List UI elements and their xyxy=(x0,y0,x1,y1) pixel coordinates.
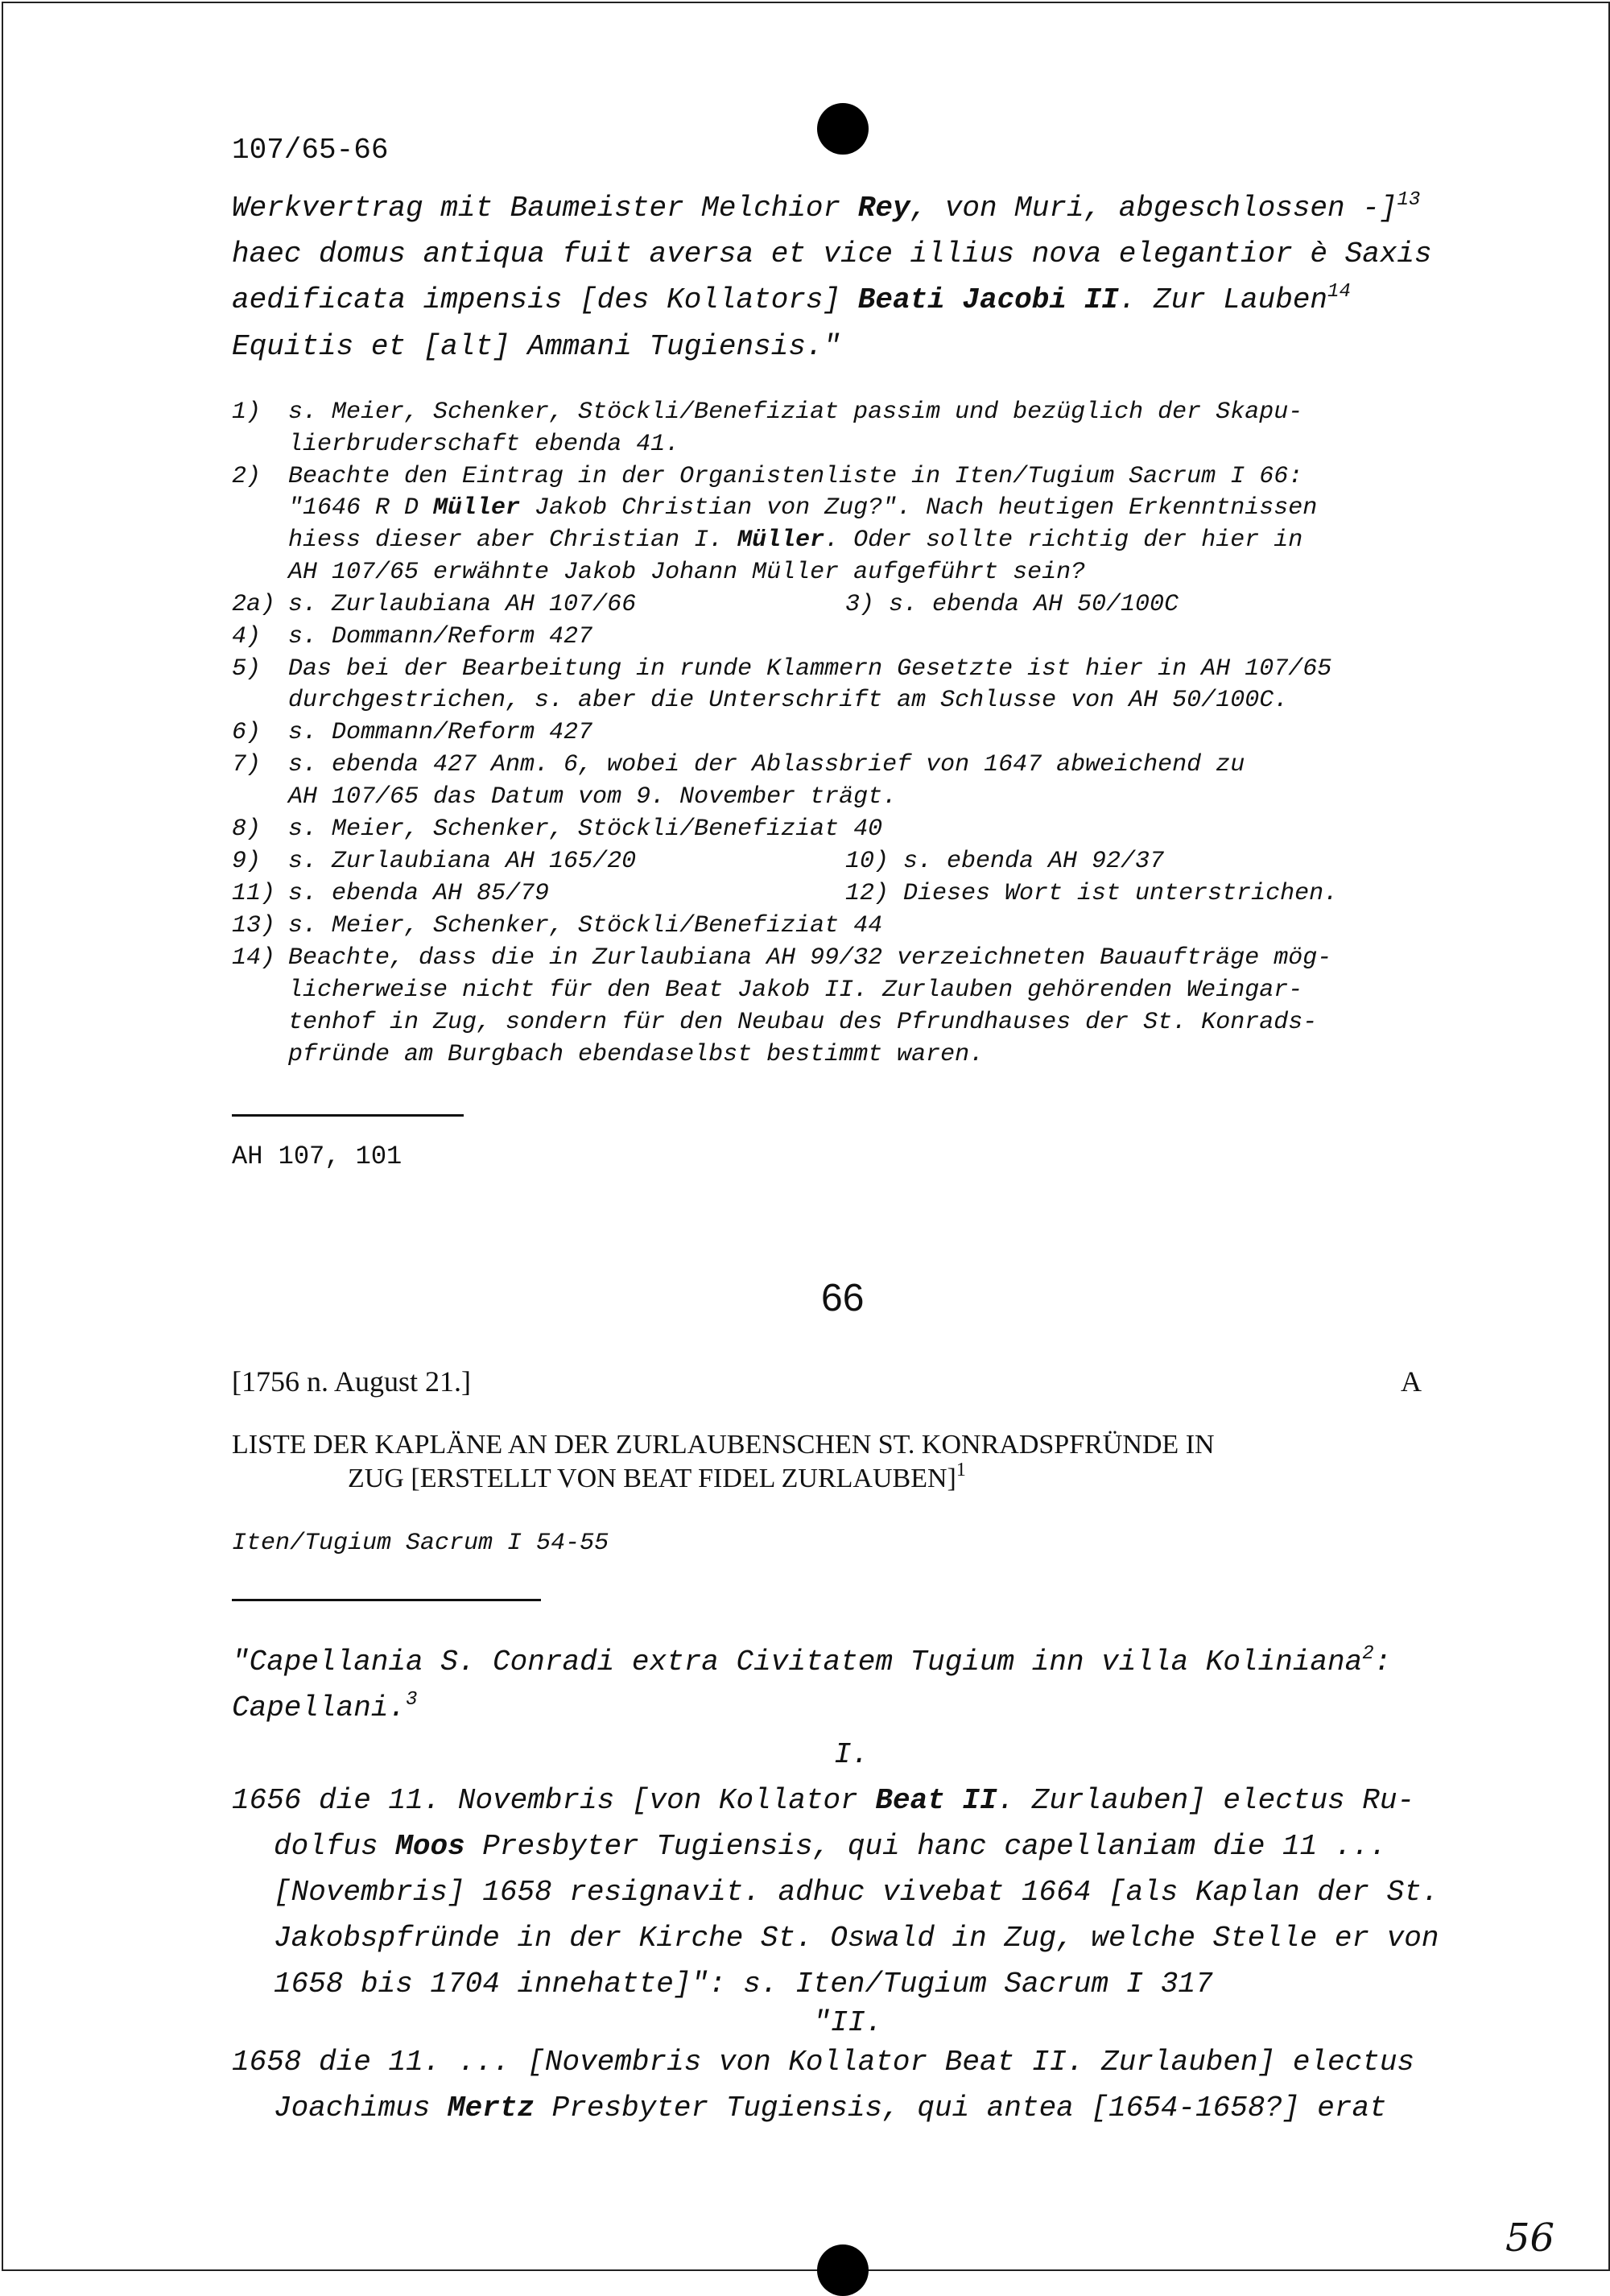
document-date: [1756 n. August 21.] xyxy=(232,1365,471,1398)
footnote-marker-13: 13 xyxy=(1397,189,1421,211)
intro-line-1 xyxy=(232,189,1421,225)
source-reference: AH 107, 101 xyxy=(232,1142,402,1171)
footnote-number: 1) xyxy=(232,398,262,426)
footnote-text: s. Meier, Schenker, Stöckli/Benefiziat passim und bezüglich der Skapu- xyxy=(288,398,1303,426)
footnote-text: Das bei der Bearbeitung in runde Klammern Gesetzte ist hier in AH 107/65 xyxy=(288,655,1332,683)
bold-name-beati-jacobi: Beati Jacobi II xyxy=(857,283,1119,316)
footnote-number: 4) xyxy=(232,623,262,650)
footnote-text: pfründe am Burgbach ebendaselbst bestimmt waren. xyxy=(288,1041,985,1068)
body-line: [Novembris] 1658 resignavit. adhuc vivebat 1664 [als Kaplan der St. xyxy=(274,1876,1439,1909)
footnote-text: s. Dommann/Reform 427 xyxy=(288,623,593,650)
footnote-text: AH 107/65 erwähnte Jakob Johann Müller aufgeführt sein? xyxy=(288,559,1086,586)
punch-hole-bottom xyxy=(817,2244,869,2296)
body-line xyxy=(274,2092,1387,2125)
punch-hole-top xyxy=(817,103,869,155)
footnote-text xyxy=(288,527,1302,554)
text-span: 1656 die 11. Novembris [von Kollator xyxy=(232,1784,876,1817)
footnote-number: 6) xyxy=(232,719,262,746)
text-span: . Oder sollte richtig der hier in xyxy=(824,527,1303,554)
footnote-number: 2) xyxy=(232,463,262,490)
body-line: Jakobspfründe in der Kirche St. Oswald in Zug, welche Stelle er von xyxy=(274,1922,1439,1955)
bold-name-mertz: Mertz xyxy=(448,2092,535,2125)
separator-rule xyxy=(232,1599,541,1601)
footnote-text: licherweise nicht für den Beat Jakob II. Zurlauben gehörenden Weingar- xyxy=(288,977,1303,1004)
separator-rule xyxy=(232,1114,464,1117)
text-span: Werkvertrag mit Baumeister Melchior xyxy=(232,192,858,225)
footnote-text: s. Zurlaubiana AH 165/20 xyxy=(288,848,637,875)
footnote-12: 12) Dieses Wort ist unterstrichen. xyxy=(845,880,1339,907)
handwritten-page-number: 56 xyxy=(1505,2215,1555,2261)
text-span: . Zurlauben] electus Ru- xyxy=(997,1784,1415,1817)
text-span: "1646 R D xyxy=(288,494,434,522)
text-span: Presbyter Tugiensis, qui antea [1654-1658?] erat xyxy=(535,2092,1387,2125)
footnote-number: 8) xyxy=(232,816,262,843)
footnote-text: Beachte, dass die in Zurlaubiana AH 99/32 verzeichneten Bauaufträge mög- xyxy=(288,944,1332,972)
text-span: . Zur Lauben xyxy=(1118,283,1328,316)
footnote-text: tenhof in Zug, sondern für den Neubau des Pfrundhauses der St. Konrads- xyxy=(288,1009,1318,1036)
footnote-text: s. ebenda 427 Anm. 6, wobei der Ablassbrief von 1647 abweichend zu xyxy=(288,751,1245,778)
footnote-text: s. Meier, Schenker, Stöckli/Benefiziat 40 xyxy=(288,816,883,843)
footnote-text: s. Meier, Schenker, Stöckli/Benefiziat 44 xyxy=(288,912,883,939)
bold-name-mueller: Müller xyxy=(433,494,521,522)
text-span: Presbyter Tugiensis, qui hanc capellaniam die 11 ... xyxy=(464,1830,1387,1863)
body-line: 1658 die 11. ... [Novembris von Kollator Beat II. Zurlauben] electus xyxy=(232,2046,1415,2079)
footnote-text: lierbruderschaft ebenda 41. xyxy=(288,431,680,458)
footnote-number: 14) xyxy=(232,944,276,972)
footnote-number: 2a) xyxy=(232,591,276,618)
footnote-text: AH 107/65 das Datum vom 9. November trägt. xyxy=(288,783,898,811)
document-letter: A xyxy=(1401,1365,1422,1398)
text-span: , von Muri, abgeschlossen -] xyxy=(910,192,1397,225)
footnote-text: Beachte den Eintrag in der Organistenliste in Iten/Tugium Sacrum I 66: xyxy=(288,463,1303,490)
document-reference-header: 107/65-66 xyxy=(232,134,389,167)
footnote-text: s. Zurlaubiana AH 107/66 xyxy=(288,591,637,618)
section-heading-i: I. xyxy=(834,1738,869,1771)
text-span: Joachimus xyxy=(274,2092,448,2125)
body-line xyxy=(232,1784,1414,1817)
bold-name-moos: Moos xyxy=(395,1830,465,1863)
footnote-text: s. ebenda AH 85/79 xyxy=(288,880,550,907)
footnote-number: 13) xyxy=(232,912,276,939)
intro-line-4: Equitis et [alt] Ammani Tugiensis." xyxy=(232,330,841,363)
document-number: 66 xyxy=(821,1277,865,1319)
footnote-marker-1: 1 xyxy=(956,1460,966,1480)
bold-name-mueller: Müller xyxy=(737,527,825,554)
footnote-marker-14: 14 xyxy=(1327,281,1351,303)
footnote-text: s. Dommann/Reform 427 xyxy=(288,719,593,746)
text-span: ZUG [ERSTELLT VON BEAT FIDEL ZURLAUBEN] xyxy=(348,1464,956,1493)
document-literature-reference: Iten/Tugium Sacrum I 54-55 xyxy=(232,1530,609,1557)
intro-line-3 xyxy=(232,283,1351,316)
bold-name-beat: Beat II xyxy=(875,1784,997,1817)
section-heading-ii: "II. xyxy=(813,2006,883,2039)
footnote-3: 3) s. ebenda AH 50/100C xyxy=(845,591,1179,618)
body-line xyxy=(274,1830,1387,1863)
document-title-line-1: LISTE DER KAPLÄNE AN DER ZURLAUBENSCHEN ST. KONRADSPFRÜNDE IN xyxy=(232,1430,1215,1460)
intro-line-2: haec domus antiqua fuit aversa et vice illius nova elegantior è Saxis xyxy=(232,237,1432,270)
footnote-10: 10) s. ebenda AH 92/37 xyxy=(845,848,1165,875)
text-span: : xyxy=(1373,1646,1392,1679)
footnote-marker-3: 3 xyxy=(406,1689,418,1711)
document-title-line-2 xyxy=(348,1460,966,1494)
body-line xyxy=(232,1643,1392,1679)
text-span: aedificata impensis [des Kollators] xyxy=(232,283,858,316)
bold-name-rey: Rey xyxy=(857,192,910,225)
text-span: Capellani. xyxy=(232,1691,407,1724)
text-span: hiess dieser aber Christian I. xyxy=(288,527,738,554)
body-line: 1658 bis 1704 innehatte]": s. Iten/Tugium Sacrum I 317 xyxy=(274,1968,1213,2001)
footnote-number: 7) xyxy=(232,751,262,778)
footnote-number: 9) xyxy=(232,848,262,875)
footnote-text: durchgestrichen, s. aber die Unterschrift am Schlusse von AH 50/100C. xyxy=(288,687,1289,714)
text-span: Jakob Christian von Zug?". Nach heutigen Erkenntnissen xyxy=(520,494,1318,522)
text-span: "Capellania S. Conradi extra Civitatem Tugium inn villa Koliniana xyxy=(232,1646,1363,1679)
footnote-text xyxy=(288,494,1317,522)
footnote-number: 11) xyxy=(232,880,276,907)
footnote-number: 5) xyxy=(232,655,262,683)
footnote-marker-2: 2 xyxy=(1362,1643,1374,1665)
body-line xyxy=(232,1691,417,1724)
text-span: dolfus xyxy=(274,1830,396,1863)
